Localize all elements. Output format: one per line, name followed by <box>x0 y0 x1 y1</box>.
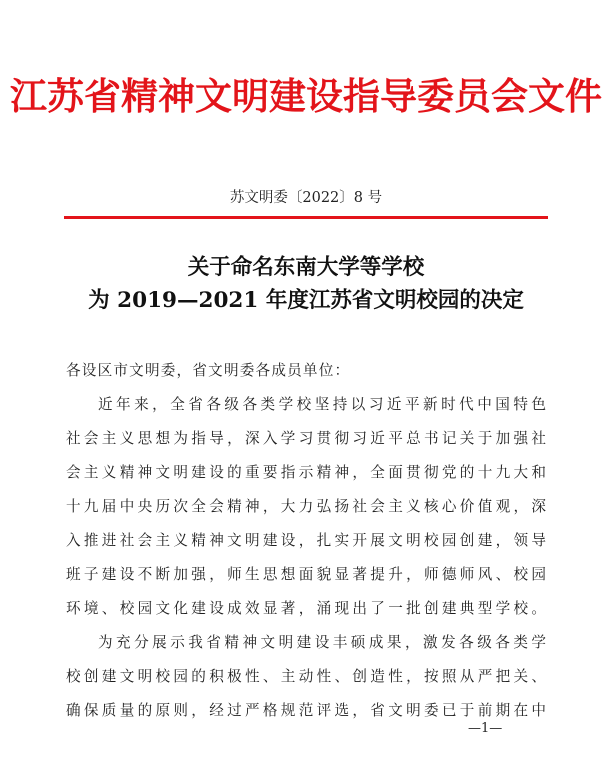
paragraph-1-line: 会主义精神文明建设的重要指示精神，全面贯彻党的十九大和 <box>66 464 546 481</box>
paragraph-1-line: 入推进社会主义精神文明建设，扎实开展文明校园创建，领导 <box>66 532 546 549</box>
addressee-line: 各设区市文明委，省文明委各成员单位： <box>66 362 351 379</box>
paragraph-1-line: 十九届中央历次全会精神，大力弘扬社会主义核心价值观，深 <box>66 498 546 515</box>
document-number: 苏文明委〔2022〕8 号 <box>229 190 383 206</box>
red-divider-line <box>64 216 548 219</box>
paragraph-1-line: 社会主义思想为指导，深入学习贯彻习近平总书记关于加强社 <box>66 430 546 447</box>
paragraph-2-line: 确保质量的原则，经过严格规范评选，省文明委已于前期在中 <box>66 702 546 719</box>
issuer-header: 江苏省精神文明建设指导委员会文件 <box>10 74 602 118</box>
paragraph-1-line: 近年来，全省各级各类学校坚持以习近平新时代中国特色 <box>98 396 546 413</box>
page-number: —1— <box>468 721 503 736</box>
paragraph-1-line: 班子建设不断加强，师生思想面貌显著提升，师德师风、校园 <box>66 566 546 583</box>
paragraph-2-line: 校创建文明校园的积极性、主动性、创造性，按照从严把关、 <box>66 668 546 685</box>
paragraph-2-line: 为充分展示我省精神文明建设丰硕成果，激发各级各类学 <box>98 634 546 651</box>
document-title-line-1: 关于命名东南大学等学校 <box>187 255 425 280</box>
document-title-line-2: 为 2019—2021 年度江苏省文明校园的决定 <box>88 288 524 313</box>
paragraph-1-line: 环境、校园文化建设成效显著，涌现出了一批创建典型学校。 <box>66 600 546 617</box>
